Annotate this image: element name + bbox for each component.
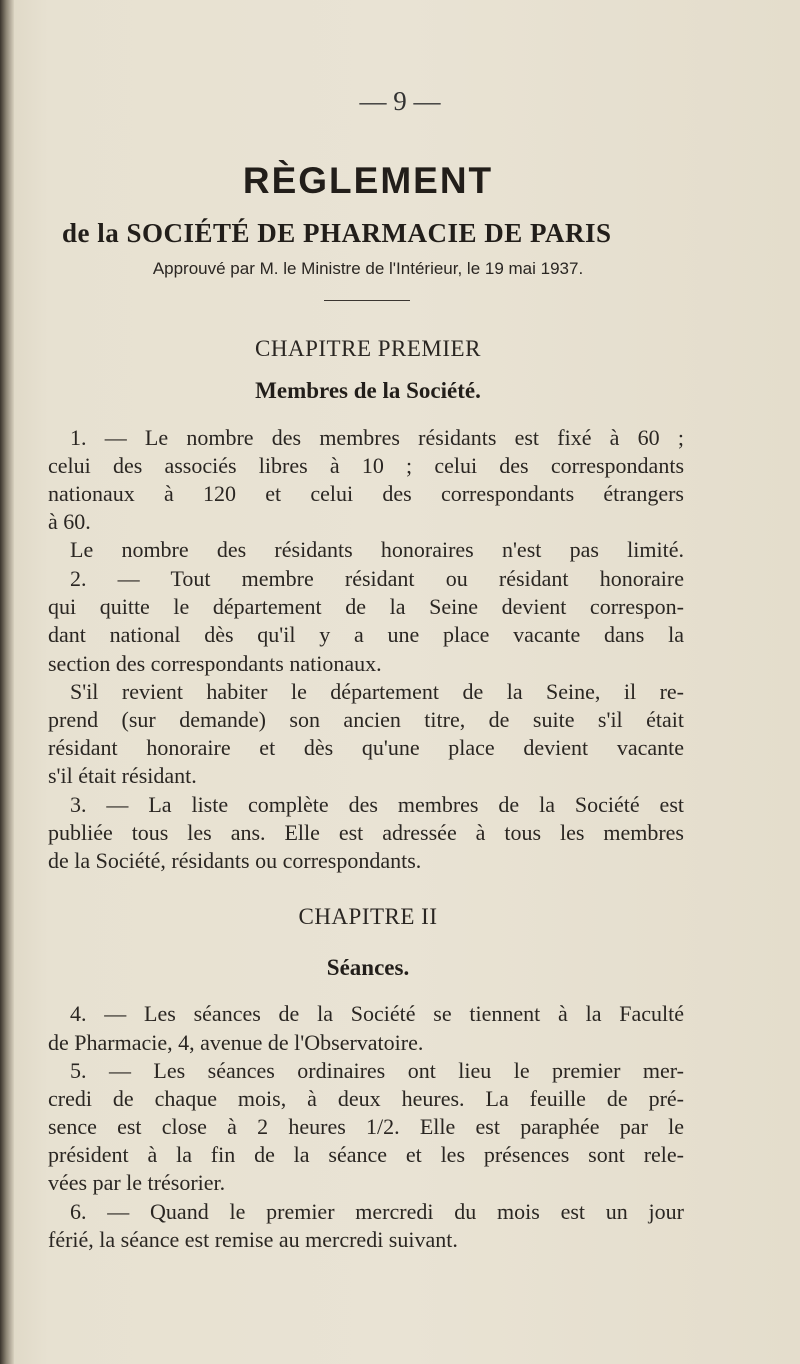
- paragraph-line: publiée tous les ans. Elle est adressée à tous les membres: [48, 820, 684, 845]
- paragraph-line: S'il revient habiter le département de la Seine, il re-: [70, 679, 684, 704]
- document-title: RÈGLEMENT: [242, 160, 494, 201]
- paragraph-line: sence est close à 2 heures 1/2. Elle est paraphée par le: [48, 1114, 684, 1139]
- document-subtitle: de la SOCIÉTÉ DE PHARMACIE DE PARIS: [62, 218, 612, 248]
- paragraph-line: 5. — Les séances ordinaires ont lieu le premier mer-: [70, 1058, 684, 1083]
- chapter-1-title: Membres de la Société.: [255, 378, 481, 403]
- paragraph-line: à 60.: [48, 509, 91, 534]
- paragraph-line: credi de chaque mois, à deux heures. La feuille de pré-: [48, 1086, 684, 1111]
- paragraph-line: dant national dès qu'il y a une place vacante dans la: [48, 622, 684, 647]
- approval-note: Approuvé par M. le Ministre de l'Intérieur, le 19 mai 1937.: [152, 259, 584, 278]
- paragraph-line: 4. — Les séances de la Société se tiennent à la Faculté: [70, 1001, 684, 1026]
- chapter-2-title: Séances.: [326, 955, 410, 980]
- paragraph-line: Le nombre des résidants honoraires n'est pas limité.: [70, 537, 684, 562]
- chapter-2-heading: CHAPITRE II: [298, 904, 438, 929]
- chapter-1-heading: CHAPITRE PREMIER: [255, 336, 481, 361]
- paragraph-line: 6. — Quand le premier mercredi du mois est un jour: [70, 1199, 684, 1224]
- page-number: — 9 —: [359, 86, 441, 116]
- paragraph-line: nationaux à 120 et celui des correspondants étrangers: [48, 481, 684, 506]
- paragraph-line: 1. — Le nombre des membres résidants est fixé à 60 ;: [70, 425, 684, 450]
- paragraph-line: s'il était résidant.: [48, 763, 197, 788]
- paragraph-line: 3. — La liste complète des membres de la Société est: [70, 792, 684, 817]
- paragraph-line: 2. — Tout membre résidant ou résidant honoraire: [70, 566, 684, 591]
- paragraph-line: de Pharmacie, 4, avenue de l'Observatoire.: [48, 1030, 424, 1055]
- paragraph-line: qui quitte le département de la Seine devient correspon-: [48, 594, 684, 619]
- paragraph-line: prend (sur demande) son ancien titre, de suite s'il était: [48, 707, 684, 732]
- paragraph-line: celui des associés libres à 10 ; celui des correspondants: [48, 453, 684, 478]
- paragraph-line: section des correspondants nationaux.: [48, 651, 382, 676]
- paragraph-line: président à la fin de la séance et les présences sont rele-: [48, 1142, 684, 1167]
- paragraph-line: résidant honoraire et dès qu'une place devient vacante: [48, 735, 684, 760]
- paragraph-line: vées par le trésorier.: [48, 1170, 226, 1195]
- book-spine-shadow: [0, 0, 14, 1364]
- paragraph-line: férié, la séance est remise au mercredi suivant.: [48, 1227, 458, 1252]
- separator-rule: [324, 300, 410, 301]
- paragraph-line: de la Société, résidants ou correspondants.: [48, 848, 422, 873]
